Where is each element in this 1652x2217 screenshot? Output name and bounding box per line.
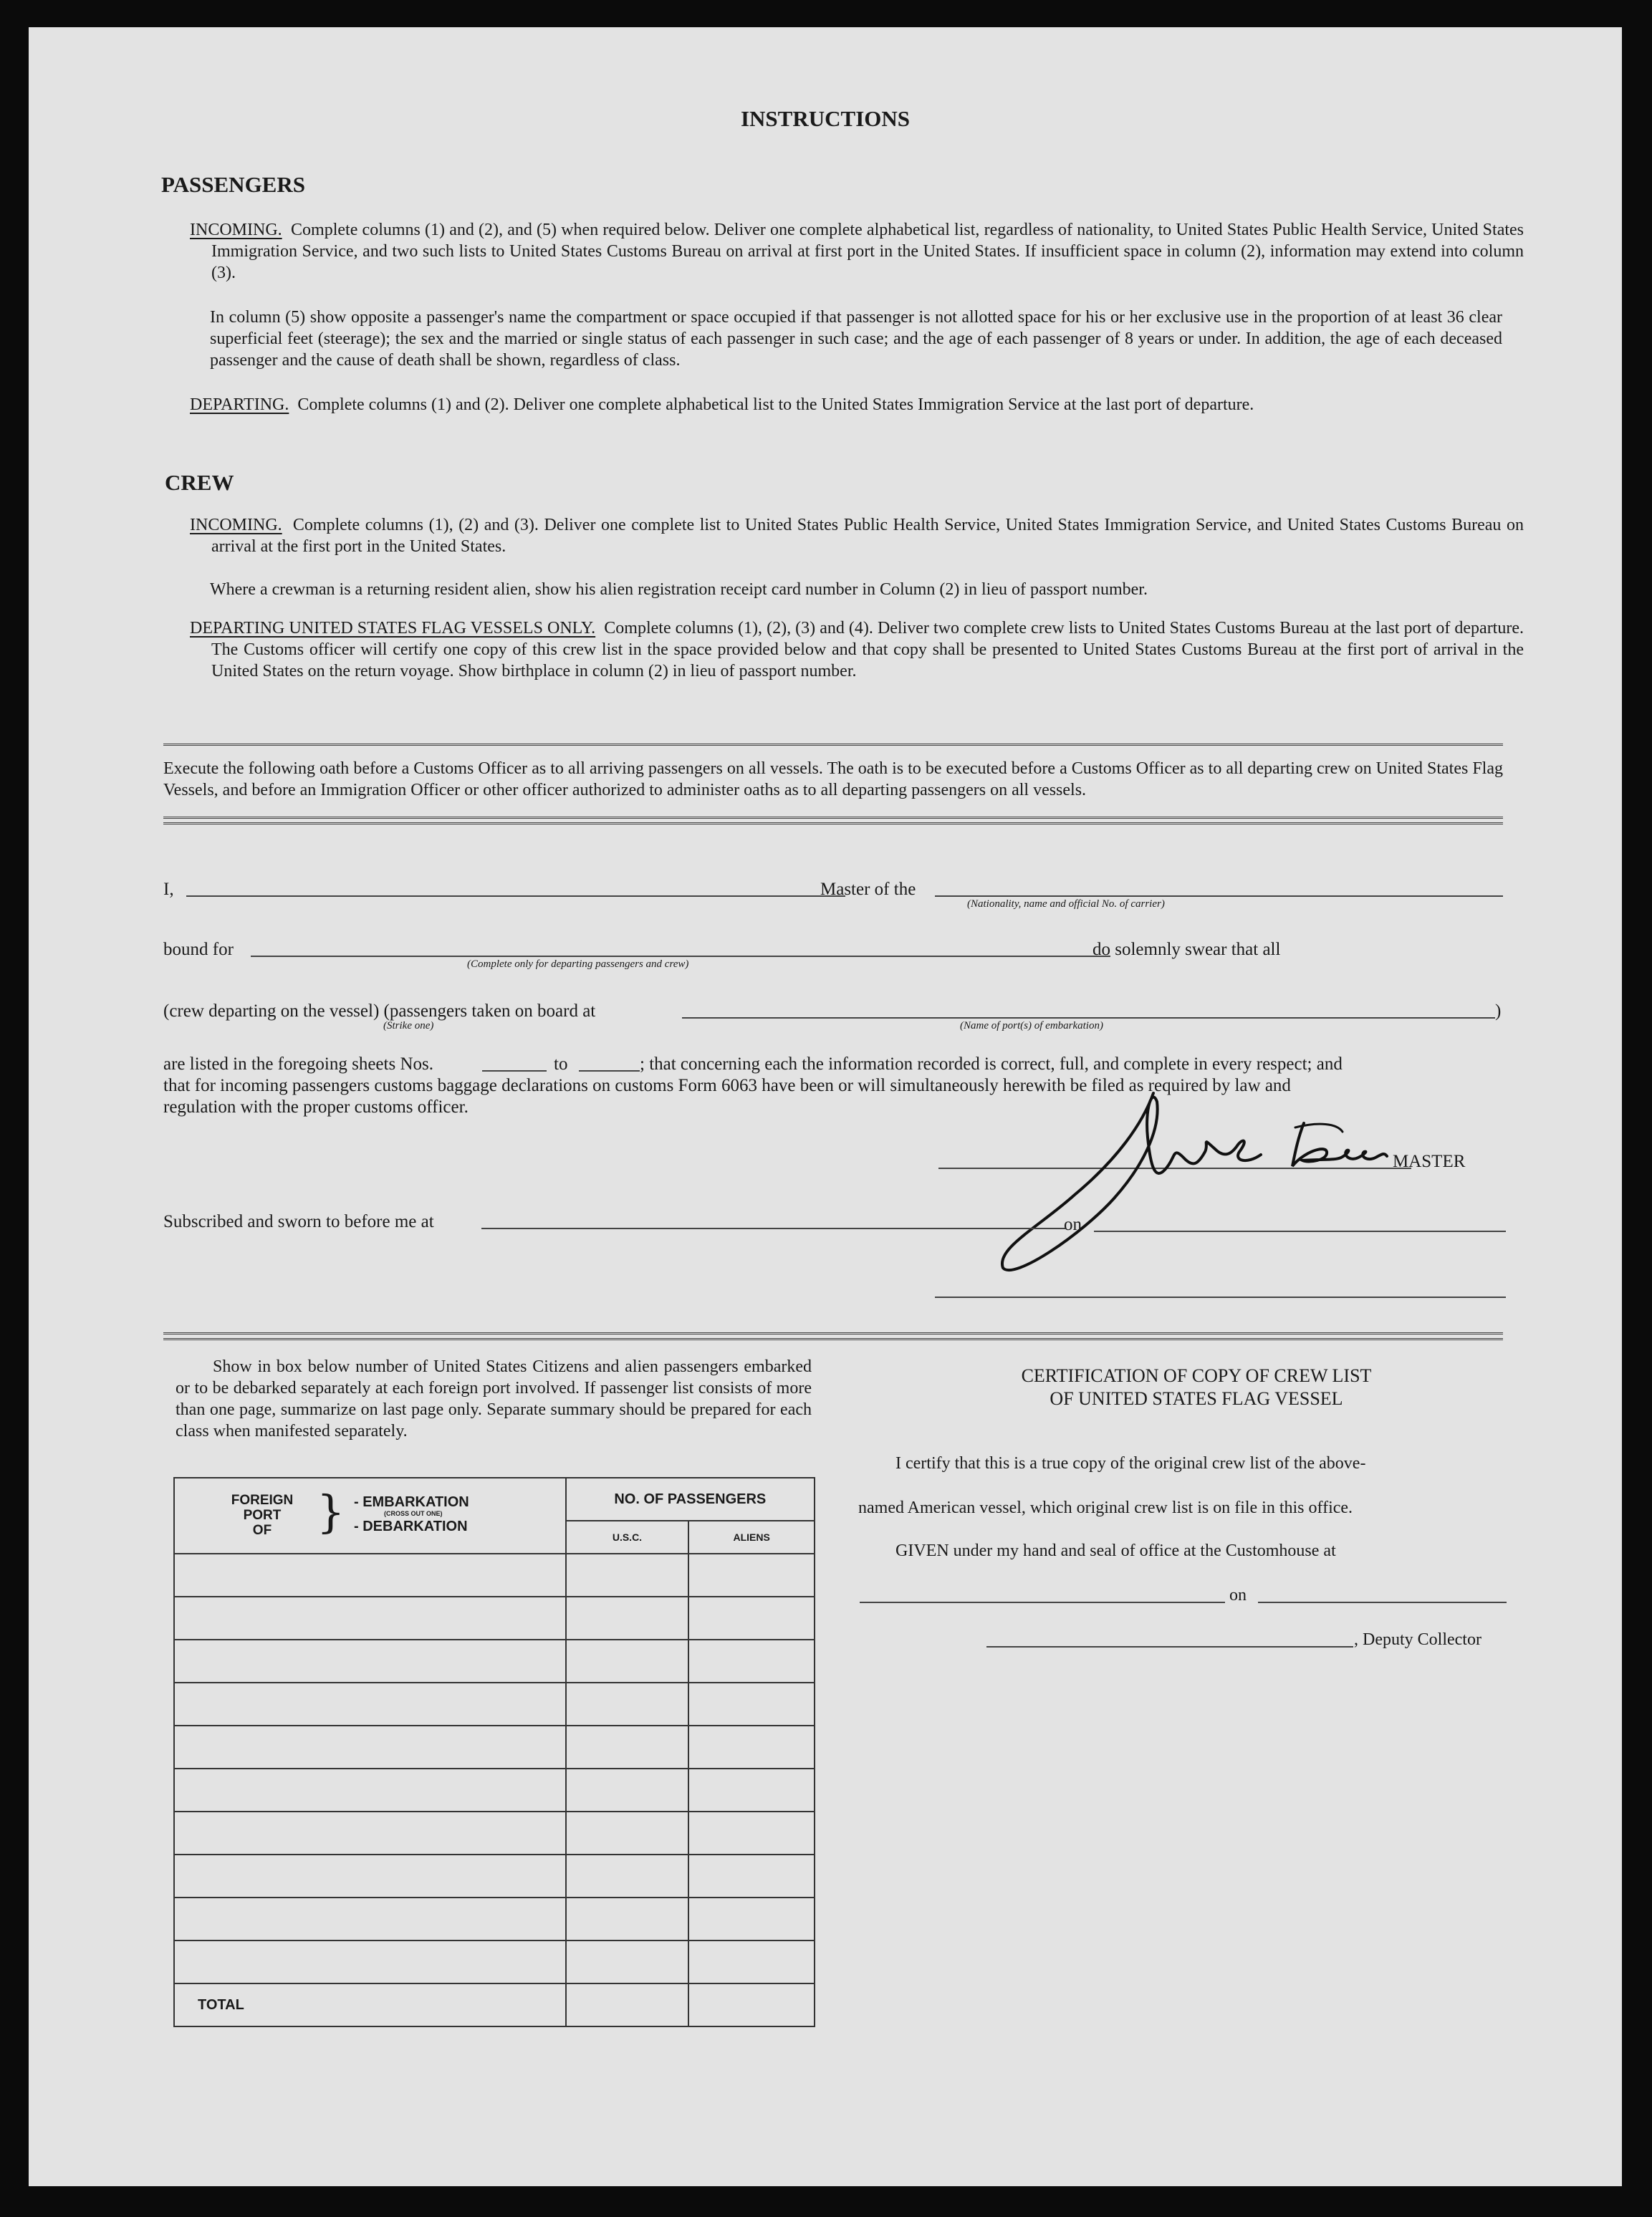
master-of-label: Master of the <box>820 880 916 899</box>
passengers-column5-paragraph: In column (5) show opposite a passenger's name the compartment or space occupied if that passenger is not allotted space for his or her exclusive use in the proportion of at least 36 clear superficial feet (steerage); the sex and the married or single status of each passenger in such case; and the age of each passenger of 8 years or under. In addition, the age of each deceased passenger and the cause of death shall be shown, regardless of class. <box>210 308 1502 370</box>
table-row <box>174 1597 815 1640</box>
port-cell[interactable] <box>174 1683 566 1726</box>
port-header-label <box>219 1493 305 1538</box>
divider <box>163 744 1503 748</box>
deputy-collector-signature-field[interactable] <box>986 1646 1353 1648</box>
listed-to: to <box>554 1054 568 1074</box>
usc-cell[interactable] <box>566 1554 689 1597</box>
oath-i-label: I, <box>163 880 174 899</box>
usc-cell[interactable] <box>566 1941 689 1983</box>
master-label: MASTER <box>1393 1152 1466 1171</box>
port-cell[interactable] <box>174 1640 566 1683</box>
page-title: INSTRUCTIONS <box>740 106 910 131</box>
master-name-field[interactable] <box>186 895 845 897</box>
port-header-line: PORT <box>243 1508 282 1523</box>
sworn-on-label: on <box>1064 1215 1082 1234</box>
passengers-heading: PASSENGERS <box>161 172 305 197</box>
officer-signature-field[interactable] <box>935 1297 1506 1298</box>
aliens-cell[interactable] <box>688 1769 815 1812</box>
divider <box>163 822 1503 827</box>
carrier-caption: (Nationality, name and official No. of carrier) <box>967 898 1165 910</box>
ports-caption: (Name of port(s) of embarkation) <box>960 1020 1103 1031</box>
usc-cell[interactable] <box>566 1683 689 1726</box>
aliens-cell[interactable] <box>688 1597 815 1640</box>
bound-for-label: bound for <box>163 940 234 959</box>
port-cell[interactable] <box>174 1726 566 1769</box>
sworn-place-field[interactable] <box>481 1228 1065 1229</box>
certification-date-field[interactable] <box>1258 1602 1507 1603</box>
table-row <box>174 1769 815 1812</box>
handwritten-signature <box>989 1080 1390 1274</box>
swear-text: do solemnly swear that all <box>1092 940 1281 959</box>
divider <box>163 1338 1503 1342</box>
crew-incoming-paragraph <box>190 514 1524 557</box>
embarkation-label: - EMBARKATION <box>354 1494 469 1510</box>
deputy-collector-label: , Deputy Collector <box>1354 1630 1481 1649</box>
aliens-total-cell[interactable] <box>688 1983 815 2026</box>
certify-line2: named American vessel, which original crew list is on file in this office. <box>858 1499 1353 1517</box>
listed-suffix: ; that concerning each the information recorded is correct, full, and complete in every respect; and <box>640 1054 1343 1074</box>
port-header-line: FOREIGN <box>231 1493 294 1508</box>
table-row <box>174 1941 815 1983</box>
divider <box>163 1332 1503 1337</box>
usc-cell[interactable] <box>566 1726 689 1769</box>
brace-icon: } <box>317 1486 345 1538</box>
usc-cell[interactable] <box>566 1640 689 1683</box>
passengers-departing-text: Complete columns (1) and (2). Deliver one complete alphabetical list to the United States Immigration Service at the last port of departure. <box>297 395 1254 414</box>
aliens-cell[interactable] <box>688 1726 815 1769</box>
bound-for-field[interactable] <box>251 956 1110 957</box>
aliens-cell[interactable] <box>688 1898 815 1941</box>
total-label-cell <box>174 1983 566 2026</box>
crew-departing-text: (crew departing on the vessel) (passengers taken on board at <box>163 1001 596 1021</box>
usc-cell[interactable] <box>566 1597 689 1640</box>
passengers-incoming-paragraph <box>190 219 1524 284</box>
passengers-departing-paragraph <box>190 394 1524 415</box>
aliens-cell[interactable] <box>688 1855 815 1898</box>
crew-resident-paragraph: Where a crewman is a returning resident alien, show his alien registration receipt card number in Column (2) in lieu of passport number. <box>210 580 1148 599</box>
crew-incoming-lead: INCOMING. <box>190 516 282 534</box>
total-label: TOTAL <box>198 1996 244 2013</box>
table-row <box>174 1898 815 1941</box>
sworn-date-field[interactable] <box>1094 1231 1506 1232</box>
listed-line2: that for incoming passengers customs baggage declarations on customs Form 6063 have been or will simultaneously herewith be filed as required by law and <box>163 1076 1291 1095</box>
close-paren: ) <box>1495 1001 1502 1021</box>
usc-total-cell[interactable] <box>566 1983 689 2026</box>
port-cell[interactable] <box>174 1941 566 1983</box>
table-row <box>174 1683 815 1726</box>
certification-title-line1: CERTIFICATION OF COPY OF CREW LIST <box>1021 1365 1372 1386</box>
customhouse-field[interactable] <box>860 1602 1225 1603</box>
port-cell[interactable] <box>174 1597 566 1640</box>
departing-caption: (Complete only for departing passengers and crew) <box>467 958 689 970</box>
document-page <box>29 27 1622 2186</box>
certification-on-label: on <box>1229 1586 1247 1605</box>
table-row <box>174 1812 815 1855</box>
port-header-line: OF <box>252 1523 272 1538</box>
divider <box>163 817 1503 821</box>
table-row <box>174 1726 815 1769</box>
subscribed-label: Subscribed and sworn to before me at <box>163 1212 434 1231</box>
cross-out-label: (CROSS OUT ONE) <box>384 1510 443 1517</box>
passengers-incoming-lead: INCOMING. <box>190 221 282 239</box>
table-row <box>174 1855 815 1898</box>
port-cell[interactable] <box>174 1855 566 1898</box>
port-header <box>174 1478 566 1554</box>
sheet-to-field[interactable] <box>579 1070 640 1072</box>
strike-caption: (Strike one) <box>383 1020 434 1031</box>
usc-header: U.S.C. <box>566 1521 689 1554</box>
sheet-from-field[interactable] <box>482 1070 547 1072</box>
passengers-count-header <box>566 1478 815 1521</box>
port-cell[interactable] <box>174 1812 566 1855</box>
port-cell[interactable] <box>174 1898 566 1941</box>
certify-line1: I certify that this is a true copy of the original crew list of the above- <box>895 1454 1366 1473</box>
passengers-incoming-text: Complete columns (1) and (2), and (5) when required below. Deliver one complete alphabetical list, regardless of nationality, to United States Public Health Service, United States Immigration Service, and two such lists to United States Customs Bureau on arrival at first port in the United States. If insufficient space in column (2), information may extend into column (3). <box>211 221 1524 282</box>
listed-line3: regulation with the proper customs officer. <box>163 1097 469 1117</box>
table-row <box>174 1640 815 1683</box>
aliens-cell[interactable] <box>688 1812 815 1855</box>
port-cell[interactable] <box>174 1769 566 1812</box>
crew-departing-lead: DEPARTING UNITED STATES FLAG VESSELS ONLY. <box>190 619 596 638</box>
aliens-cell[interactable] <box>688 1941 815 1983</box>
passenger-summary-table <box>173 1477 815 2027</box>
crew-incoming-text: Complete columns (1), (2) and (3). Deliver one complete list to United States Public Health Service, United States Immigration Service, and United States Customs Bureau on arrival at the first port in the United States. <box>211 516 1524 556</box>
summary-instruction: Show in box below number of United States Citizens and alien passengers embarked or to be debarked separately at each foreign port involved. If passenger list consists of more than one page, summarize on last page only. Separate summary should be prepared for each class when manifested separately. <box>176 1357 812 1441</box>
usc-cell[interactable] <box>566 1769 689 1812</box>
port-cell[interactable] <box>174 1554 566 1597</box>
embarkation-port-field[interactable] <box>682 1017 1495 1019</box>
usc-cell[interactable] <box>566 1855 689 1898</box>
aliens-cell[interactable] <box>688 1683 815 1726</box>
passengers-departing-lead: DEPARTING. <box>190 395 289 414</box>
debarkation-label: - DEBARKATION <box>354 1519 468 1534</box>
total-row <box>174 1983 815 2026</box>
passengers-count-label: NO. OF PASSENGERS <box>614 1491 767 1507</box>
listed-prefix: are listed in the foregoing sheets Nos. <box>163 1054 433 1074</box>
crew-heading: CREW <box>165 470 234 495</box>
crew-departing-text: Complete columns (1), (2), (3) and (4). Deliver two complete crew lists to United States Customs Bureau at the last port of departure. The Customs officer will certify one copy of this crew list in the space provided below and that copy shall be presented to United States Customs Bureau at the first port of arrival in the United States on the return voyage. Show birthplace in column (2) in lieu of passport number. <box>211 619 1524 681</box>
usc-cell[interactable] <box>566 1898 689 1941</box>
aliens-cell[interactable] <box>688 1640 815 1683</box>
aliens-header: ALIENS <box>688 1521 815 1554</box>
table-row <box>174 1554 815 1597</box>
crew-departing-paragraph <box>190 617 1524 682</box>
oath-instruction: Execute the following oath before a Customs Officer as to all arriving passengers on all vessels. The oath is to be executed before a Customs Officer as to all departing crew on United States Flag Vessels, and before an Immigration Officer or other officer authorized to administer oaths as to all departing passengers on all vessels. <box>163 759 1503 799</box>
usc-cell[interactable] <box>566 1812 689 1855</box>
certification-title-line2: OF UNITED STATES FLAG VESSEL <box>1050 1388 1343 1409</box>
carrier-field[interactable] <box>935 895 1503 897</box>
given-text: GIVEN under my hand and seal of office at the Customhouse at <box>895 1542 1336 1560</box>
aliens-cell[interactable] <box>688 1554 815 1597</box>
